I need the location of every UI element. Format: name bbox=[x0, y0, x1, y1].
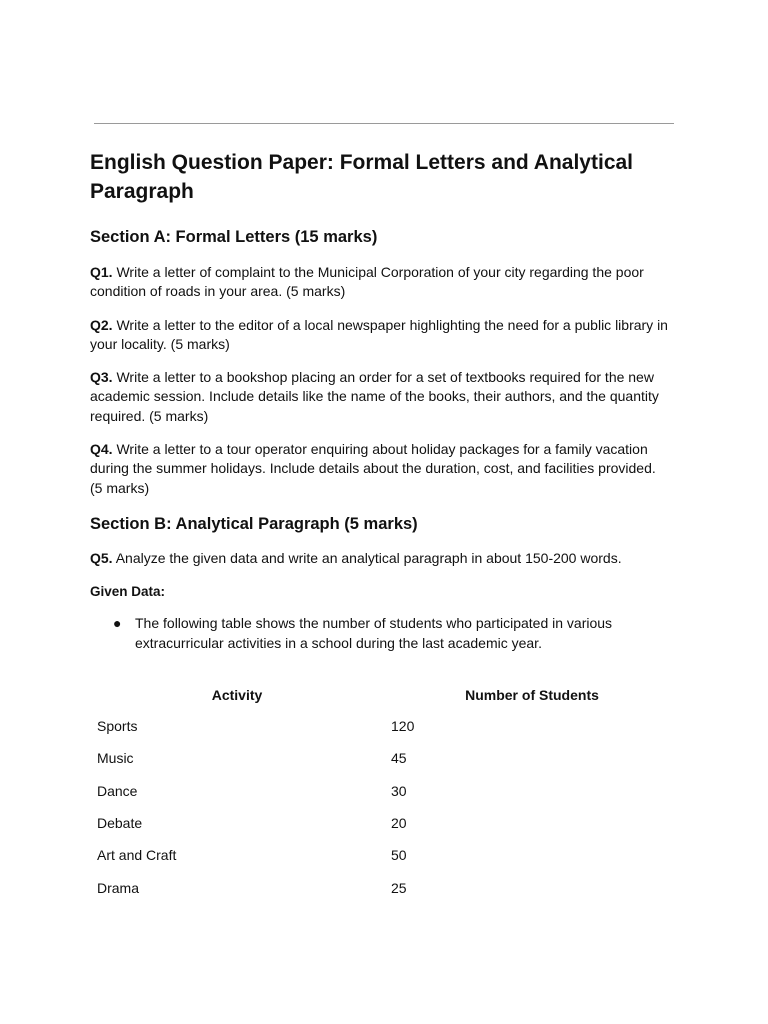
cell-students: 50 bbox=[391, 847, 407, 864]
question-number: Q5. bbox=[90, 549, 113, 566]
horizontal-rule bbox=[94, 123, 674, 124]
column-header-students: Number of Students bbox=[465, 687, 599, 703]
question-q4 bbox=[90, 440, 670, 498]
question-text: Write a letter of complaint to the Municipal Corporation of your city regarding the poor condition of roads in your area. (5 marks) bbox=[90, 264, 644, 300]
question-text: Analyze the given data and write an analytical paragraph in about 150-200 words. bbox=[112, 549, 622, 566]
question-number: Q1. bbox=[90, 264, 113, 280]
cell-activity: Debate bbox=[97, 815, 143, 832]
cell-students: 25 bbox=[391, 879, 407, 896]
section-a-heading: Section A: Formal Letters (15 marks) bbox=[90, 228, 378, 246]
question-number: Q2. bbox=[90, 316, 113, 333]
table-row bbox=[90, 839, 680, 871]
list-item bbox=[90, 614, 670, 653]
question-text: Write a letter to a bookshop placing an order for a set of textbooks required for the new academic session. Include details like the name of the books, their authors, and the quantity required. (5 marks) bbox=[90, 369, 659, 424]
cell-activity: Dance bbox=[97, 782, 138, 799]
given-data-list bbox=[90, 614, 670, 653]
question-q3 bbox=[90, 368, 670, 426]
page-title: English Question Paper: Formal Letters and Analytical Paragraph bbox=[90, 151, 634, 203]
given-data-label: Given Data: bbox=[90, 584, 166, 600]
question-text: Write a letter to the editor of a local newspaper highlighting the need for a public library in your locality. (5 marks) bbox=[90, 316, 668, 352]
column-header-activity: Activity bbox=[211, 687, 263, 703]
cell-students: 20 bbox=[391, 815, 407, 832]
section-b-heading: Section B: Analytical Paragraph (5 marks) bbox=[90, 514, 418, 533]
data-table bbox=[90, 680, 680, 904]
table-row bbox=[90, 710, 680, 742]
cell-students: 30 bbox=[391, 782, 407, 799]
table-row bbox=[90, 871, 680, 903]
question-number: Q3. bbox=[90, 369, 113, 386]
cell-activity: Drama bbox=[97, 879, 140, 896]
cell-activity: Sports bbox=[97, 718, 138, 735]
document-body bbox=[90, 148, 670, 653]
question-text: Write a letter to a tour operator enquiring about holiday packages for a family vacation during the summer holidays. Include details about the duration, cost, and facilities provided. (5 marks) bbox=[90, 441, 656, 496]
table-row bbox=[90, 775, 680, 807]
bullet-text: The following table shows the number of students who participated in various extracurricular activities in a school during the last academic year. bbox=[135, 615, 613, 651]
question-q1 bbox=[90, 263, 670, 302]
bullet-icon: ● bbox=[113, 615, 122, 632]
cell-students: 120 bbox=[391, 718, 415, 735]
table-row bbox=[90, 742, 680, 774]
question-q2 bbox=[90, 316, 670, 355]
table-header-row bbox=[90, 680, 680, 710]
cell-activity: Art and Craft bbox=[97, 847, 177, 864]
cell-activity: Music bbox=[97, 750, 134, 767]
cell-students: 45 bbox=[391, 750, 407, 767]
question-number: Q4. bbox=[90, 441, 113, 458]
question-q5 bbox=[90, 549, 670, 568]
table-row bbox=[90, 807, 680, 839]
